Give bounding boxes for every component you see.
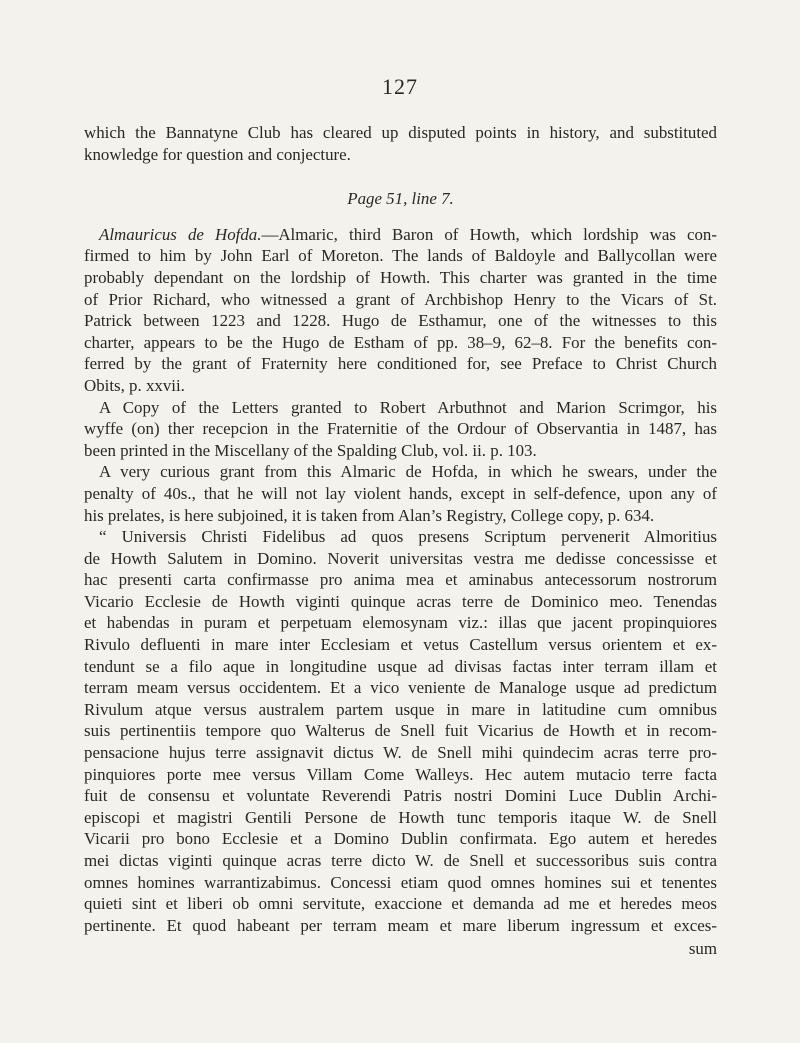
text-line: et habendas in puram et perpetuam elemosynam viz.: illas que jacent propinquiores — [84, 613, 717, 633]
text-line — [84, 224, 717, 246]
text-line: pinquiores porte mee versus Villam Come Walleys. Hec autem mutacio terre facta — [84, 764, 717, 784]
text-line: quieti sint et liberi ob omni servitute, exaccione et demanda ad me et heredes meos — [84, 894, 717, 914]
text-line: which the Bannatyne Club has cleared up disputed points in history, and substituted — [84, 123, 717, 142]
page-number: 127 — [382, 74, 418, 99]
text-line: penalty of 40s., that he will not lay violent hands, except in self-defence, upon any of — [84, 483, 717, 503]
text-line: Vicario Ecclesie de Howth viginti quinque acras terre de Dominico meo. Tenendas — [84, 591, 717, 611]
intro-paragraph — [84, 122, 717, 165]
text-line: episcopi et magistri Gentili Persone de Howth tunc temporis itaque W. de Snell — [84, 807, 717, 827]
paragraph-grant — [84, 461, 717, 526]
text-line: terram meam versus occidentem. Et a vico veniente de Manaloge usque ad predictum — [84, 678, 717, 698]
paragraph-charter-latin — [84, 526, 717, 936]
text-line: hac presenti carta confirmasse pro anima mea et aminabus antecessorum nostrorum — [84, 570, 717, 590]
text-line: tendunt se a filo aque in longitudine usque ad divisas factas inter terram illam et — [84, 656, 717, 676]
text-line: “ Universis Christi Fidelibus ad quos presens Scriptum pervenerit Almoritius — [99, 527, 717, 547]
text-line: fuit de consensu et voluntate Reverendi Patris nostri Domini Luce Dublin Archi- — [84, 786, 717, 806]
text-line: A very curious grant from this Almaric de Hofda, in which he swears, under the — [99, 462, 717, 482]
text-line: de Howth Salutem in Domino. Noverit universitas vestra me dedisse concessisse et — [84, 548, 717, 568]
text-line: Vicarii pro bono Ecclesie et a Domino Dublin confirmata. Ego autem et heredes — [84, 829, 717, 849]
text-line: firmed to him by John Earl of Moreton. The lands of Baldoyle and Ballycollan were — [84, 246, 717, 266]
body-text — [84, 122, 717, 960]
paragraph-letters — [84, 397, 717, 462]
text-line: pertinente. Et quod habeant per terram meam et mare liberum ingressum et exces- — [84, 915, 717, 935]
italic-lead: Almauricus de Hofda. — [99, 224, 262, 244]
text-line: suis pertinentiis tempore quo Walterus de Snell fuit Vicarius de Howth et in recom- — [84, 721, 717, 741]
text-line: been printed in the Miscellany of the Spalding Club, vol. ii. p. 103. — [84, 440, 537, 460]
text-line: omnes homines warrantizabimus. Concessi etiam quod omnes homines sui et tenentes — [84, 872, 717, 892]
text-line: Rivulo defluenti in mare inter Ecclesiam et vetus Castellum versus orientem et ex- — [84, 635, 717, 655]
text-line: A Copy of the Letters granted to Robert Arbuthnot and Marion Scrimgor, his — [99, 397, 717, 417]
line-rest: —Almaric, third Baron of Howth, which lordship was con- — [261, 224, 717, 244]
text-line: wyffe (on) ther recepcion in the Fraternitie of the Ordour of Observantia in 1487, has — [84, 419, 717, 439]
text-line: probably dependant on the lordship of Howth. This charter was granted in the time — [84, 267, 717, 287]
text-line: his prelates, is here subjoined, it is taken from Alan’s Registry, College copy, p. 634. — [84, 505, 655, 525]
text-line: pensacione hujus terre assignavit dictus W. de Snell mihi quindecim acras terre pro- — [84, 743, 717, 763]
text-line: knowledge for question and conjecture. — [84, 144, 351, 164]
text-line: Obits, p. xxvii. — [84, 375, 185, 395]
catchword: sum — [688, 939, 717, 959]
text-line: mei dictas viginti quinque acras terre dicto W. de Snell et successoribus suis contra — [84, 851, 717, 870]
text-line: Rivulum atque versus australem partem usque in mare in latitudine cum omnibus — [84, 699, 717, 719]
text-line: charter, appears to be the Hugo de Estham of pp. 38–9, 62–8. For the benefits con- — [84, 332, 717, 352]
text-line: of Prior Richard, who witnessed a grant of Archbishop Henry to the Vicars of St. — [84, 289, 717, 309]
text-line: ferred by the grant of Fraternity here conditioned for, see Preface to Christ Church — [84, 354, 717, 374]
paragraph-almaric — [84, 224, 717, 397]
section-heading: Page 51, line 7. — [347, 189, 454, 209]
text-line: Patrick between 1223 and 1228. Hugo de Esthamur, one of the witnesses to this — [84, 311, 717, 331]
